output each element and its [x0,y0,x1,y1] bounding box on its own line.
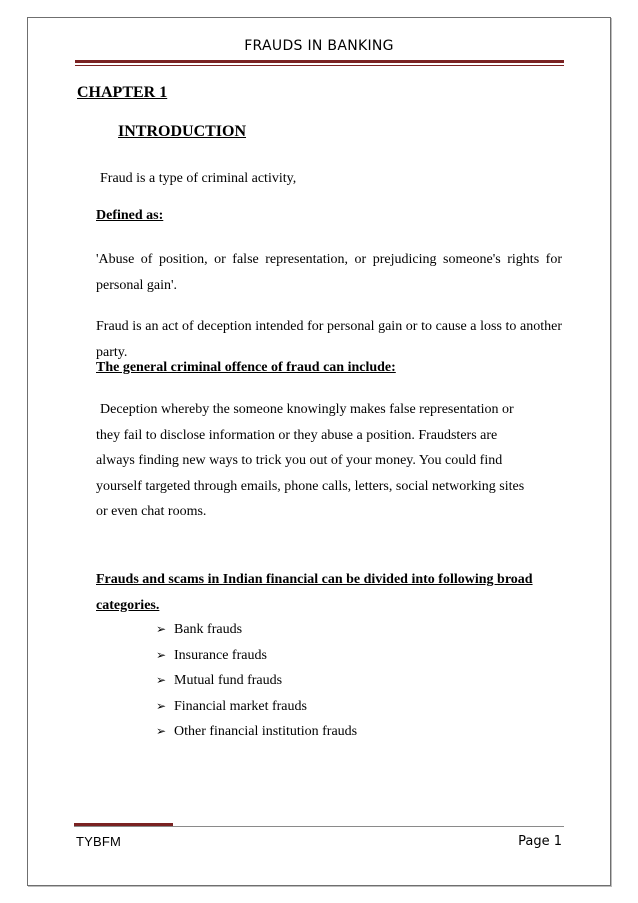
running-header: FRAUDS IN BANKING [244,38,394,54]
defined-heading: Defined as: [96,208,164,223]
list-item [156,617,357,643]
section-title: INTRODUCTION [118,123,247,140]
list-item-label: Insurance frauds [174,647,267,663]
list-item [156,719,357,745]
offence-heading: The general criminal offence of fraud can include: [96,360,396,375]
header-rule-thick [75,60,564,63]
list-item [156,694,357,720]
paragraph-line: Deception whereby the someone knowingly makes false representation or [100,402,514,417]
list-item [156,643,357,669]
arrow-bullet-icon: ➢ [156,724,167,738]
arrow-bullet-icon: ➢ [156,698,167,713]
list-item-label: Financial market frauds [174,698,307,714]
categories-list [156,617,357,745]
list-item-label: Other financial institution frauds [174,724,358,739]
paragraph-definition: 'Abuse of position, or false representation, or prejudicing someone's rights for personal gain'. [96,252,562,293]
list-item-label: Mutual fund frauds [174,673,283,688]
paragraph-line: yourself targeted through emails, phone calls, letters, social networking sites [96,478,525,494]
footer-rule-thick [74,823,173,826]
paragraph-deception: Fraud is an act of deception intended for personal gain or to cause a loss to another party. [96,319,562,360]
paragraph-line: or even chat rooms. [96,504,207,519]
paragraph-offence [96,397,562,525]
arrow-bullet-icon: ➢ [156,622,167,636]
paragraph-line: they fail to disclose information or they abuse a position. Fraudsters are [96,427,498,443]
paragraph-line: always finding new ways to trick you out of your money. You could find [96,453,503,468]
header-rule-thin [75,65,564,66]
categories-heading: Frauds and scams in Indian financial can be divided into following broad categories. [96,572,533,613]
list-item-label: Bank frauds [174,622,243,637]
arrow-bullet-icon: ➢ [156,647,167,662]
list-item [156,668,357,694]
page-number: Page 1 [518,834,562,849]
paragraph-intro: Fraud is a type of criminal activity, [100,171,297,186]
footer-course: TYBFM [76,834,122,849]
arrow-bullet-icon: ➢ [156,673,167,687]
footer-rule-thin [74,826,564,827]
chapter-title: CHAPTER 1 [77,84,168,101]
